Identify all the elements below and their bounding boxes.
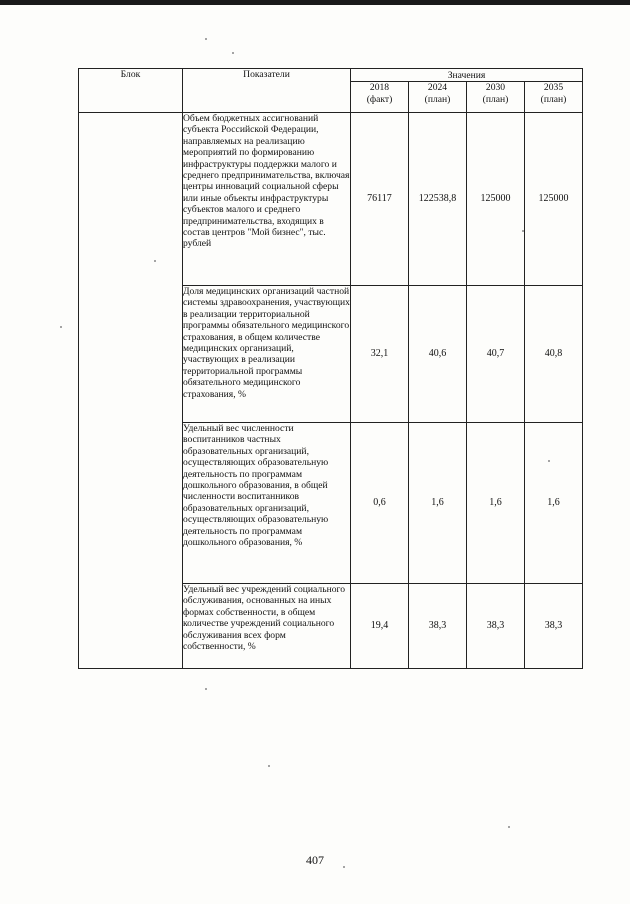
scan-speck bbox=[154, 260, 156, 262]
scan-speck bbox=[205, 688, 207, 690]
header-year-2024: 2024 (план) bbox=[409, 82, 467, 113]
header-values: Значения bbox=[351, 69, 583, 82]
value-cell: 76117 bbox=[351, 113, 409, 286]
value-cell: 1,6 bbox=[525, 423, 583, 584]
indicator-cell: Доля медицинских организаций частной системы здравоохранения, участвующих в реализации территориальной программы обязательного медицинского страхования, в общем количестве медицинских организаций, участвующих в реализации территориальной программы обязательного медицинского страхования, % bbox=[183, 286, 351, 423]
value-cell: 38,3 bbox=[467, 584, 525, 669]
value-cell: 32,1 bbox=[351, 286, 409, 423]
value-cell: 40,8 bbox=[525, 286, 583, 423]
scan-speck bbox=[522, 230, 524, 232]
scan-speck bbox=[232, 52, 234, 54]
scan-speck bbox=[205, 38, 207, 40]
scan-speck bbox=[343, 866, 345, 868]
value-cell: 38,3 bbox=[525, 584, 583, 669]
value-cell: 125000 bbox=[467, 113, 525, 286]
value-cell: 122538,8 bbox=[409, 113, 467, 286]
scan-speck bbox=[508, 826, 510, 828]
value-cell: 40,6 bbox=[409, 286, 467, 423]
value-cell: 38,3 bbox=[409, 584, 467, 669]
scan-speck bbox=[60, 326, 62, 328]
header-indicators: Показатели bbox=[183, 69, 351, 113]
document-page bbox=[78, 68, 588, 669]
indicator-cell: Удельный вес численности воспитанников частных образовательных организаций, осуществляющих образовательную деятельность по программам дошкольного образования, в общей численности воспитанников образовательных организаций, осуществляющих образовательную деятельность по программам дошкольного образования, % bbox=[183, 423, 351, 584]
header-year-2018: 2018 (факт) bbox=[351, 82, 409, 113]
header-block: Блок bbox=[79, 69, 183, 113]
page-number: 407 bbox=[306, 853, 324, 867]
indicator-cell: Объем бюджетных ассигнований субъекта Российской Федерации, направляемых на реализацию мероприятий по формированию инфраструктуры поддержки малого и среднего предпринимательства, включая центры инноваций социальной сферы или иные объекты инфраструктуры субъектов малого и среднего предпринимательства, входящих в состав центров "Мой бизнес", тыс. рублей bbox=[183, 113, 351, 286]
block-cell bbox=[79, 113, 183, 669]
scan-speck bbox=[268, 765, 270, 767]
indicators-table bbox=[78, 68, 583, 669]
value-cell: 125000 bbox=[525, 113, 583, 286]
value-cell: 0,6 bbox=[351, 423, 409, 584]
value-cell: 1,6 bbox=[409, 423, 467, 584]
scan-speck bbox=[548, 460, 550, 462]
scan-edge-line bbox=[0, 0, 630, 5]
header-year-2030: 2030 (план) bbox=[467, 82, 525, 113]
header-year-2035: 2035 (план) bbox=[525, 82, 583, 113]
indicator-cell: Удельный вес учреждений социального обслуживания, основанных на иных формах собственности, в общем количестве учреждений социального обслуживания всех форм собственности, % bbox=[183, 584, 351, 669]
value-cell: 19,4 bbox=[351, 584, 409, 669]
value-cell: 40,7 bbox=[467, 286, 525, 423]
value-cell: 1,6 bbox=[467, 423, 525, 584]
